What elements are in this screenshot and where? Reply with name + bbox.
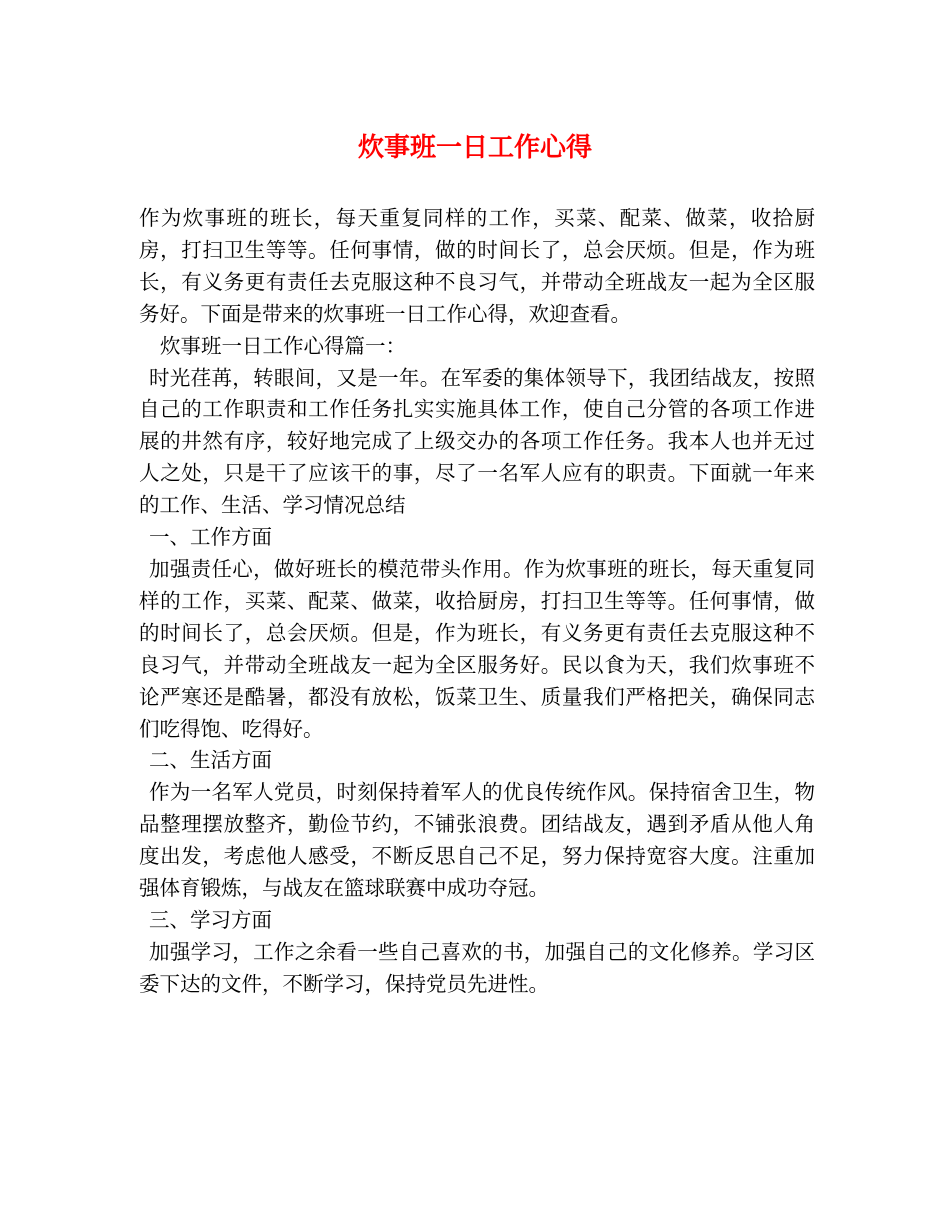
summary-paragraph: 时光荏苒，转眼间，又是一年。在军委的集体领导下，我团结战友，按照自己的工作职责和工作任务扎实实施具体工作，使自己分管的各项工作进展的井然有序，较好地完成了上级交办的各项工作任务。我本人也并无过人之处，只是干了应该干的事，尽了一名军人应有的职责。下面就一年来的工作、生活、学习情况总结 <box>139 365 815 518</box>
life-paragraph: 作为一名军人党员，时刻保持着军人的优良传统作风。保持宿舍卫生，物品整理摆放整齐，勤俭节约，不铺张浪费。团结战友，遇到矛盾从他人角度出发，考虑他人感受，不断反思自己不足，努力保持宽容大度。注重加强体育锻炼，与战友在篮球联赛中成功夺冠。 <box>139 780 815 901</box>
heading-life: 二、生活方面 <box>149 748 272 773</box>
document-body <box>139 203 815 1001</box>
heading-study: 三、学习方面 <box>149 907 272 932</box>
heading-work: 一、工作方面 <box>149 525 272 550</box>
document-title: 炊事班一日工作心得 <box>357 133 592 163</box>
intro-paragraph: 作为炊事班的班长，每天重复同样的工作，买菜、配菜、做菜，收拾厨房，打扫卫生等等。任何事情，做的时间长了，总会厌烦。但是，作为班长，有义务更有责任去克服这种不良习气，并带动全班战友一起为全区服务好。下面是带来的炊事班一日工作心得，欢迎查看。 <box>139 206 815 326</box>
section-subtitle: 炊事班一日工作心得篇一： <box>160 333 406 358</box>
study-paragraph: 加强学习，工作之余看一些自己喜欢的书，加强自己的文化修养。学习区委下达的文件，不断学习，保持党员先进性。 <box>139 939 815 996</box>
work-paragraph: 加强责任心，做好班长的模范带头作用。作为炊事班的班长，每天重复同样的工作，买菜、配菜、做菜，收拾厨房，打扫卫生等等。任何事情，做的时间长了，总会厌烦。但是，作为班长，有义务更有责任去克服这种不良习气，并带动全班战友一起为全区服务好。民以食为天，我们炊事班不论严寒还是酷暑，都没有放松，饭菜卫生、质量我们严格把关，确保同志们吃得饱、吃得好。 <box>139 556 815 741</box>
